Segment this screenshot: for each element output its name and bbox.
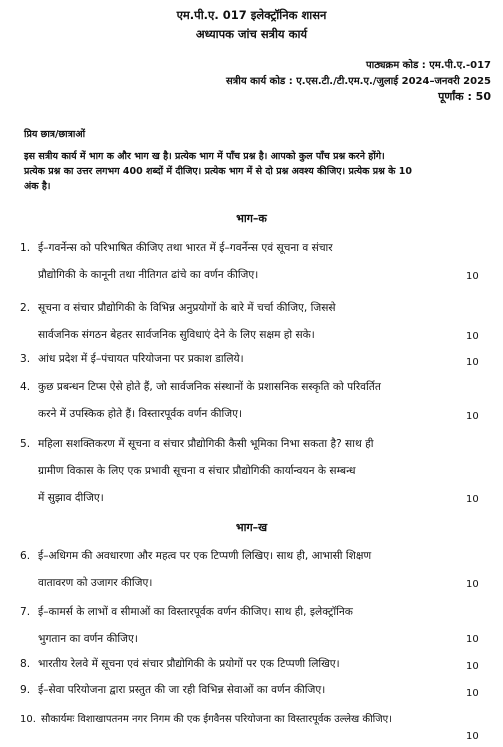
question-10 [20, 706, 500, 733]
question-text-line-1: भारतीय रेलवे में सूचना एवं संचार प्रौद्योगिकी के प्रयोगों पर एक टिप्पणी लिखिए। [38, 658, 340, 670]
max-marks: पूर्णांक : 50 [438, 90, 491, 103]
assignment-code: सत्रीय कार्य कोड : ए.एस.टी./टी.एम.ए./जुलाई 2024–जनवरी 2025 [225, 76, 491, 87]
question-number: 2. [20, 302, 31, 314]
section-b-heading: भाग–ख [235, 521, 268, 534]
question-text-line-1: ई–गवर्नेन्स को परिभाषित कीजिए तथा भारत में ई–गवर्नेन्स एवं सूचना व संचार [38, 242, 333, 254]
instruction-line-1: इस सत्रीय कार्य में भाग क और भाग ख है। प्रत्येक भाग में पाँच प्रश्न है। आपको कुल पाँच प्रश्न करने होंगे। [24, 151, 385, 162]
question-text-line-1: सूचना व संचार प्रौद्योगिकी के विभिन्न अनुप्रयोगों के बारे में चर्चा कीजिए, जिससे [38, 302, 336, 314]
question-text-line-1: ई–कामर्स के लाभों व सीमाओं का विस्तारपूर्वक वर्णन कीजिए। साथ ही, इलेक्ट्रॉनिक [38, 606, 353, 618]
question-text-line-2: भुगतान का वर्णन कीजिए। [38, 633, 138, 645]
question-text-line-3: में सुझाव दीजिए। [38, 492, 104, 504]
question-3-marks: 10 [466, 357, 479, 368]
question-text-line-1: सौकार्यमः विशाखापतनम नगर निगम की एक ईगवैनस परियोजना का विस्तारपूर्वक उल्लेख कीजिए। [41, 714, 392, 725]
section-a-heading: भाग–क [236, 212, 267, 225]
question-text-line-2: सार्वजनिक संगठन बेहतर सार्वजनिक सुविधाएं देने के लिए सक्षम हो सके। [38, 329, 315, 341]
question-5 [20, 431, 470, 515]
question-number: 1. [20, 242, 31, 254]
question-1-marks: 10 [466, 271, 479, 282]
question-text-line-2: वातावरण को उजागर कीजिए। [38, 577, 153, 589]
question-4-marks: 10 [466, 411, 479, 422]
question-number: 7. [20, 606, 31, 618]
question-text-line-1: ई–अधिगम की अवधारणा और महत्व पर एक टिप्पणी लिखिए। साथ ही, आभासी शिक्षण [38, 550, 372, 562]
question-number: 10. [20, 714, 36, 725]
question-4 [20, 374, 470, 434]
question-text-line-2: प्रौद्योगिकी के कानूनी तथा नीतिगत ढांचे का वर्णन कीजिए। [38, 269, 259, 281]
question-text-line-1: आंध प्रदेश में ई–पंचायत परियोजना पर प्रकाश डालिये। [38, 353, 244, 365]
question-6 [20, 543, 470, 603]
question-9 [20, 677, 470, 704]
question-number: 9. [20, 684, 31, 696]
question-10-marks: 10 [466, 731, 479, 742]
question-number: 4. [20, 381, 31, 393]
question-number: 5. [20, 438, 31, 450]
question-3 [20, 346, 470, 373]
question-9-marks: 10 [466, 688, 479, 699]
salutation: प्रिय छात्र/छात्राओं [24, 129, 86, 140]
question-2-marks: 10 [466, 331, 479, 342]
question-8-marks: 10 [466, 661, 479, 672]
question-1 [20, 235, 470, 295]
question-6-marks: 10 [466, 579, 479, 590]
question-number: 3. [20, 353, 31, 365]
question-5-marks: 10 [466, 494, 479, 505]
question-number: 6. [20, 550, 31, 562]
assignment-title: अध्यापक जांच सत्रीय कार्य [195, 27, 308, 41]
course-code: पाठ्यक्रम कोड : एम.पी.ए.-017 [365, 60, 491, 71]
course-title: एम.पी.ए. 017 इलेक्ट्रॉनिक शासन [176, 8, 327, 22]
question-text-line-2: ग्रामीण विकास के लिए एक प्रभावी सूचना व संचार प्रौद्योगिकी कार्यान्वयन के सम्बन्ध [38, 465, 356, 477]
instruction-line-3: अंक है। [24, 181, 51, 192]
question-number: 8. [20, 658, 31, 670]
question-text-line-1: महिला सशक्तिकरण में सूचना व संचार प्रौद्योगिकी कैसी भूमिका निभा सकता है? साथ ही [38, 438, 374, 450]
question-7-marks: 10 [466, 634, 479, 645]
question-text-line-2: करने में उपस्किक होते हैं। विस्तारपूर्वक वर्णन कीजिए। [38, 408, 242, 420]
question-text-line-1: ई–सेवा परियोजना द्वारा प्रस्तुत की जा रही विभिन्न सेवाओं का वर्णन कीजिए। [38, 684, 326, 696]
question-text-line-1: कुछ प्रबन्धन टिप्स ऐसे होते हैं, जो सार्वजनिक संस्थानों के प्रशासनिक सस्कृति को परिवर्तित [38, 381, 381, 393]
question-7 [20, 599, 470, 659]
instruction-line-2: प्रत्येक प्रश्न का उत्तर लगभग 400 शब्दों में दीजिए। प्रत्येक भाग में से दो प्रश्न अवश्य कीजिए। प्रत्येक प्रश्न के 10 [24, 166, 412, 177]
question-8 [20, 651, 470, 678]
